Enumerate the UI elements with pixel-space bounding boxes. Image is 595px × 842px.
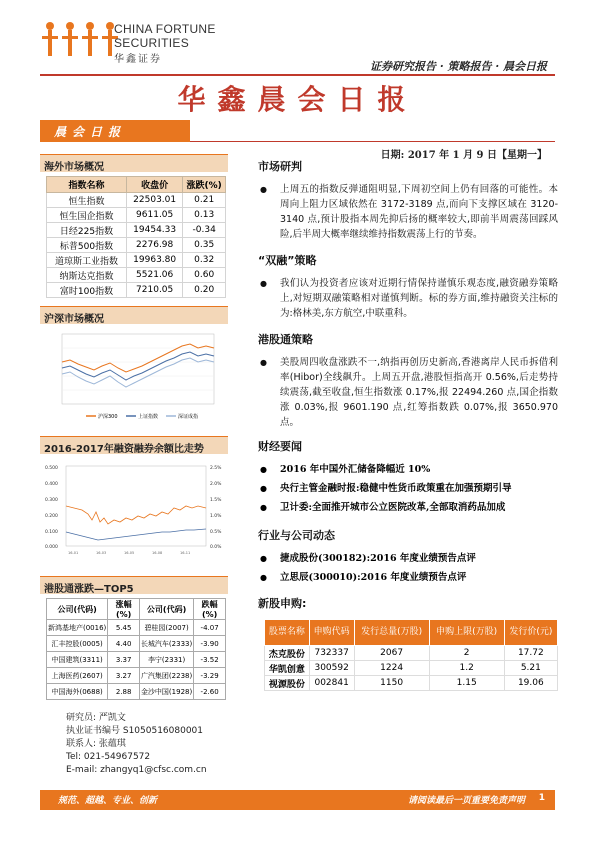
column-header: 发行总量(万股) xyxy=(354,620,429,646)
close-price: 9611.05 xyxy=(126,208,182,223)
legend-label: 沪深300 xyxy=(98,414,118,420)
change-pct: -0.34 xyxy=(183,223,226,238)
analyst-cert: 执业证书编号 S1050516080001 xyxy=(66,726,204,736)
table-row xyxy=(47,238,226,253)
ipo-table xyxy=(264,619,558,691)
table-row xyxy=(47,652,226,668)
sh-sz-market-chart xyxy=(44,332,228,424)
left-axis-tick: 0.400 xyxy=(45,482,58,487)
hk-strategy-title: 港股通策略 xyxy=(258,333,313,346)
hk-connect-heading: 港股通涨跌—TOP5 xyxy=(40,576,228,594)
table-row xyxy=(47,668,226,684)
main-content xyxy=(258,156,558,691)
ipo-code: 002841 xyxy=(309,676,354,691)
ipo-price: 19.06 xyxy=(504,676,557,691)
column-header: 涨幅(%) xyxy=(108,599,140,620)
report-date: 日期: 2017 年 1 月 9 日【星期一】 xyxy=(380,150,547,161)
loser-name: 广汽集团(2238) xyxy=(139,668,193,684)
ipo-price: 17.72 xyxy=(504,646,557,661)
loss-pct: -2.60 xyxy=(194,684,226,700)
ipo-limit: 1.2 xyxy=(429,661,504,676)
left-axis-tick: 0.500 xyxy=(45,466,58,471)
footer-disclaimer[interactable]: 请阅读最后一页重要免责声明 xyxy=(407,796,525,806)
gain-pct: 3.37 xyxy=(108,652,140,668)
margin-strategy-title: “双融”策略 xyxy=(258,254,317,267)
chart-legend xyxy=(86,413,198,420)
change-pct: 0.32 xyxy=(183,253,226,268)
ipo-limit: 1.15 xyxy=(429,676,504,691)
logo-chinese-name: 华鑫证券 xyxy=(114,54,162,65)
right-axis-tick: 0.5% xyxy=(210,530,222,535)
table-row xyxy=(47,283,226,298)
page-title: 华鑫晨会日报 xyxy=(177,83,418,116)
close-price: 7210.05 xyxy=(126,283,182,298)
column-header: 涨跌(%) xyxy=(183,177,226,193)
page-number: 1 xyxy=(538,793,545,803)
column-header: 股票名称 xyxy=(265,620,310,646)
ipo-volume: 1150 xyxy=(354,676,429,691)
right-axis-tick: 1.5% xyxy=(210,498,222,503)
company-item[interactable]: ● 捷成股份(300182):2016 年度业绩预告点评 xyxy=(258,551,558,566)
ipo-price: 5.21 xyxy=(504,661,557,676)
overseas-market-heading: 海外市场概况 xyxy=(40,154,228,172)
gainer-name: 汇丰控股(0005) xyxy=(47,636,108,652)
right-axis-tick: 2.5% xyxy=(210,466,222,471)
table-row xyxy=(47,684,226,700)
column-header: 申购代码 xyxy=(309,620,354,646)
contact-person: 联系人: 张蕴琪 xyxy=(66,739,126,749)
market-analysis-text: ● 上周五的指数反弹通阻明显,下周初空间上仍有回落的可能性。本周向上阻力区域依然在 3172-3189 点,而向下支撑区域在 3120-3140 点,预计股指本周先抑后扬的概率较大,即前半周震荡回踩风险,后半周大概率继续维持指数震荡上行的节奏。 xyxy=(258,182,558,242)
market-analysis-title: 市场研判 xyxy=(258,160,302,173)
company-item[interactable]: ● 立思辰(300010):2016 年度业绩预告点评 xyxy=(258,570,558,585)
index-name: 道琼斯工业指数 xyxy=(47,253,127,268)
left-axis-tick: 0.100 xyxy=(45,530,58,535)
gainer-name: 中国海外(0688) xyxy=(47,684,108,700)
right-axis-tick: 0.0% xyxy=(210,545,222,550)
table-row xyxy=(47,253,226,268)
ipo-code: 732337 xyxy=(309,646,354,661)
right-axis-tick: 1.0% xyxy=(210,514,222,519)
banner-divider xyxy=(190,141,555,142)
margin-trend-heading: 2016-2017年融资融券余额比走势 xyxy=(40,436,228,454)
analyst-contact xyxy=(66,712,207,777)
change-pct: 0.20 xyxy=(183,283,226,298)
left-sidebar xyxy=(40,154,228,700)
ipo-title: 新股申购: xyxy=(258,597,307,610)
gainer-name: 上海医药(2607) xyxy=(47,668,108,684)
gain-pct: 2.88 xyxy=(108,684,140,700)
gain-pct: 5.45 xyxy=(108,620,140,636)
index-name: 恒生国企指数 xyxy=(47,208,127,223)
close-price: 22503.01 xyxy=(126,193,182,208)
left-axis-tick: 0.200 xyxy=(45,514,58,519)
loser-name: 长城汽车(2333) xyxy=(139,636,193,652)
legend-label: 上证指数 xyxy=(138,414,159,420)
loss-pct: -4.07 xyxy=(194,620,226,636)
table-row xyxy=(265,646,558,661)
close-price: 2276.98 xyxy=(126,238,182,253)
report-type: 证券研究报告 · 策略报告 · 晨会日报 xyxy=(370,60,547,73)
svg-text:16-08: 16-08 xyxy=(152,551,163,555)
hk-strategy-text: ● 美股周四收盘涨跌不一,纳指再创历史新高,香港离岸人民币拆借利率(Hibor)全线飙升。上周五开盘,港股恒指高开 0.56%,后走势持续震荡,截至收盘,恒生指数涨 0.17%,报 22494.260 点,国企指数涨 0.03%,报 9601.190 点,红筹指数跌 0.07%,报 3650.970 点。 xyxy=(258,355,558,430)
table-row xyxy=(265,676,558,691)
svg-text:16-01: 16-01 xyxy=(68,551,79,555)
logo-english-line-2: SECURITIES xyxy=(114,36,190,50)
change-pct: 0.35 xyxy=(183,238,226,253)
ipo-limit: 2 xyxy=(429,646,504,661)
column-header: 发行价(元) xyxy=(504,620,557,646)
analyst-name: 研究员: 严凯文 xyxy=(66,713,126,723)
legend-label: 深证成指 xyxy=(178,414,199,420)
margin-trend-chart xyxy=(44,462,228,566)
close-price: 5521.06 xyxy=(126,268,182,283)
top-divider xyxy=(40,74,555,76)
loss-pct: -3.29 xyxy=(194,668,226,684)
loser-name: 碧桂园(2007) xyxy=(139,620,193,636)
index-name: 富时100指数 xyxy=(47,283,127,298)
ipo-code: 300592 xyxy=(309,661,354,676)
gain-pct: 4.40 xyxy=(108,636,140,652)
news-item[interactable]: ● 2016 年中国外汇储备降幅近 10% xyxy=(258,462,558,477)
ipo-name: 华凯创意 xyxy=(265,661,310,676)
news-item[interactable]: ● 央行主管金融时报:稳健中性货币政策重在加强预期引导 xyxy=(258,481,558,496)
column-header: 指数名称 xyxy=(47,177,127,193)
table-row xyxy=(265,661,558,676)
table-row xyxy=(47,208,226,223)
table-row xyxy=(47,636,226,652)
change-pct: 0.60 xyxy=(183,268,226,283)
ipo-volume: 1224 xyxy=(354,661,429,676)
news-item[interactable]: ● 卫计委:全面推开城市公立医院改革,全部取消药品加成 xyxy=(258,500,558,515)
ipo-name: 视源股份 xyxy=(265,676,310,691)
section-banner-label: 晨会日报 xyxy=(54,125,127,139)
index-name: 恒生指数 xyxy=(47,193,127,208)
ipo-volume: 2067 xyxy=(354,646,429,661)
loser-name: 李宁(2331) xyxy=(139,652,193,668)
svg-text:16-05: 16-05 xyxy=(124,551,135,555)
column-header: 公司(代码) xyxy=(139,599,193,620)
loss-pct: -3.90 xyxy=(194,636,226,652)
gainer-name: 新鸿基地产(0016) xyxy=(47,620,108,636)
margin-strategy-text: ● 我们认为投资者应该对近期行情保持谨慎乐观态度,融资融券策略上,对短期双融策略相对谨慎判断。标的券方面,维持融资关注标的为:格林美,东方航空,中联重科。 xyxy=(258,276,558,321)
svg-text:16-03: 16-03 xyxy=(96,551,107,555)
index-name: 日经225指数 xyxy=(47,223,127,238)
column-header: 公司(代码) xyxy=(47,599,108,620)
industry-news-title: 行业与公司动态 xyxy=(258,529,335,542)
gain-pct: 3.27 xyxy=(108,668,140,684)
loss-pct: -3.52 xyxy=(194,652,226,668)
right-axis-tick: 2.0% xyxy=(210,482,222,487)
close-price: 19454.33 xyxy=(126,223,182,238)
column-header: 申购上限(万股) xyxy=(429,620,504,646)
contact-email[interactable]: E-mail: zhangyq1@cfsc.com.cn xyxy=(66,765,207,775)
overseas-index-table xyxy=(46,176,226,298)
table-row xyxy=(47,223,226,238)
table-row xyxy=(47,268,226,283)
left-axis-tick: 0.000 xyxy=(45,545,58,550)
change-pct: 0.21 xyxy=(183,193,226,208)
gainer-name: 中国建筑(3311) xyxy=(47,652,108,668)
contact-tel: Tel: 021-54967572 xyxy=(66,752,151,762)
finance-news-title: 财经要闻 xyxy=(258,440,302,453)
close-price: 19963.80 xyxy=(126,253,182,268)
table-row xyxy=(47,620,226,636)
ipo-name: 杰克股份 xyxy=(265,646,310,661)
svg-text:16-11: 16-11 xyxy=(180,551,191,555)
hk-connect-table xyxy=(46,598,226,700)
index-name: 纳斯达克指数 xyxy=(47,268,127,283)
table-row xyxy=(47,193,226,208)
loser-name: 金沙中国(1928) xyxy=(139,684,193,700)
logo-english-line-1: CHINA FORTUNE xyxy=(114,22,216,36)
column-header: 收盘价 xyxy=(126,177,182,193)
change-pct: 0.13 xyxy=(183,208,226,223)
column-header: 跌幅(%) xyxy=(194,599,226,620)
left-axis-tick: 0.300 xyxy=(45,498,58,503)
sh-sz-market-heading: 沪深市场概况 xyxy=(40,306,228,324)
footer-motto: 规范、超越、专业、创新 xyxy=(58,796,158,806)
index-name: 标普500指数 xyxy=(47,238,127,253)
